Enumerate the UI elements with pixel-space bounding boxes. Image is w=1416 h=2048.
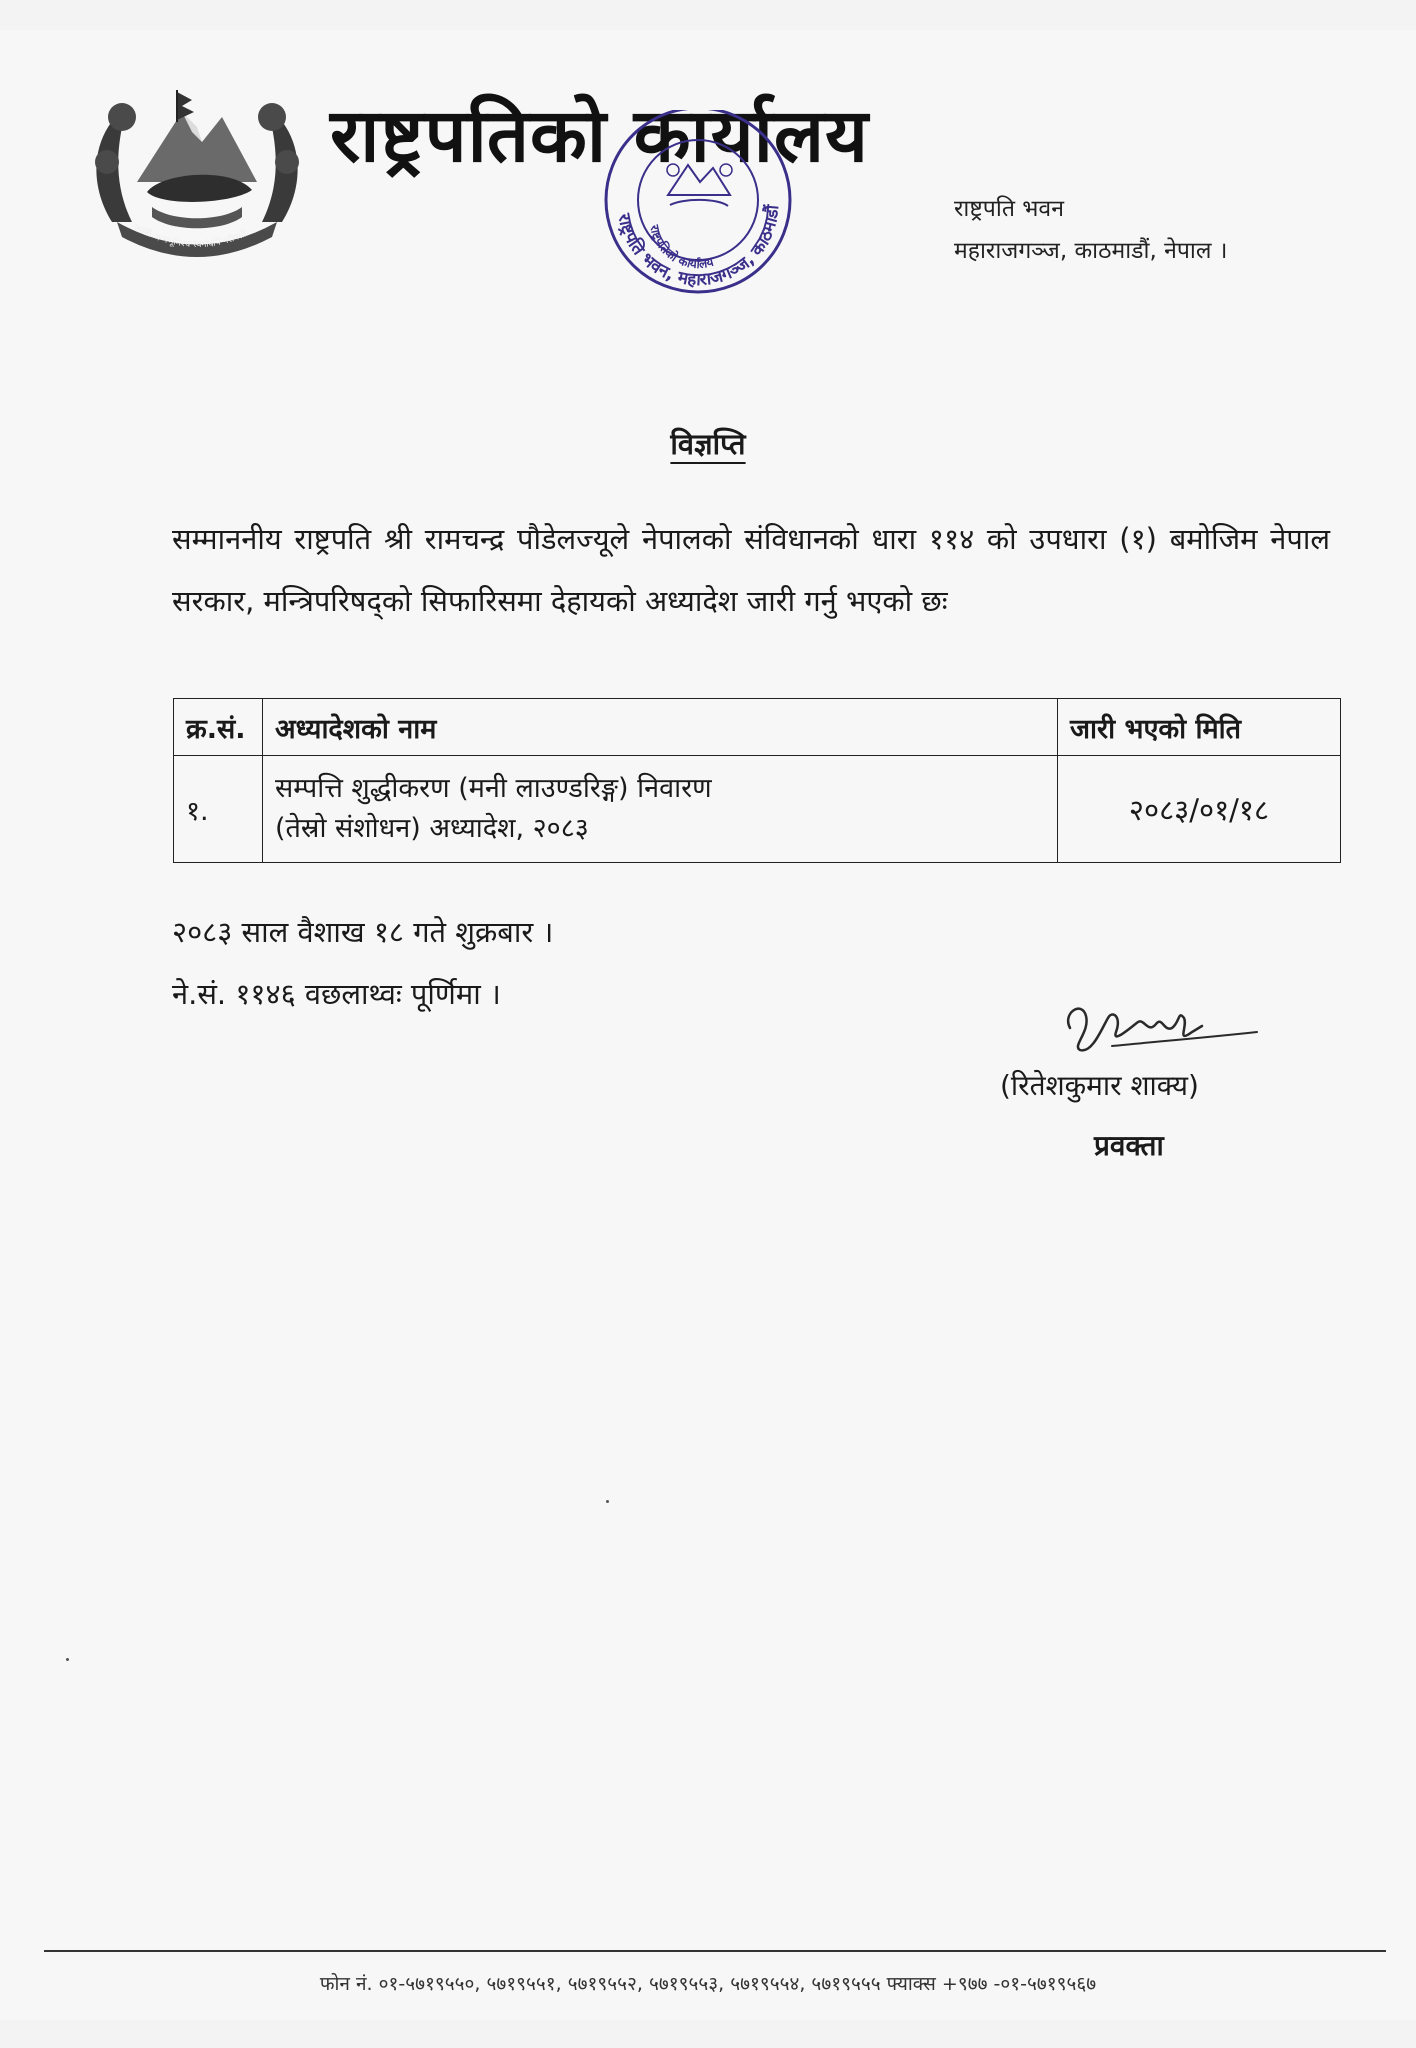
row-issue-date: २०८३/०१/१८	[1058, 756, 1341, 863]
scan-speck	[606, 1500, 609, 1503]
scan-speck	[66, 1658, 69, 1661]
table-header-row	[174, 699, 1341, 756]
footer-divider	[44, 1950, 1386, 1952]
address-line-2: महाराजगञ्ज, काठमाडौं, नेपाल ।	[954, 238, 1228, 264]
ordinance-name-line-1: सम्पत्ति शुद्धीकरण (मनी लाउण्डरिङ्ग) निवारण	[275, 773, 712, 804]
svg-text:जननी जन्मभूमिश्च स्वर्गादपि गर: जननी जन्मभूमिश्च स्वर्गादपि गरीयसी	[131, 222, 249, 251]
date-line-vikram-samvat: २०८३ साल वैशाख १८ गते शुक्रबार ।	[172, 915, 554, 949]
ordinance-table	[173, 698, 1341, 863]
header-ordinance-name: अध्यादेशको नाम	[263, 699, 1058, 756]
nepal-emblem-icon	[82, 72, 312, 262]
header-issue-date: जारी भएको मिति	[1058, 699, 1341, 756]
table-row	[174, 756, 1341, 863]
signatory-name: (रितेशकुमार शाक्य)	[1000, 1069, 1199, 1102]
row-serial-number: १.	[174, 756, 263, 863]
header-serial-number: क्र.सं.	[174, 699, 263, 756]
date-line-nepal-samvat: ने.सं. ११४६ वछलाथ्वः पूर्णिमा ।	[172, 977, 501, 1011]
notice-heading-text: विज्ञप्ति	[670, 427, 746, 461]
ordinance-name-line-2: (तेस्रो संशोधन) अध्यादेश, २०८३	[275, 813, 589, 844]
handwritten-signature-icon	[1052, 988, 1262, 1064]
notice-heading	[0, 424, 1416, 463]
row-ordinance-name	[263, 756, 1058, 863]
svg-text:राष्ट्रपति भवन, महाराजगञ्ज, का: राष्ट्रपति भवन, महाराजगञ्ज, काठमाडौं	[613, 204, 784, 291]
signatory-designation: प्रवक्ता	[1094, 1129, 1164, 1162]
office-stamp-icon	[588, 110, 806, 310]
footer-contact: फोन नं. ०१-५७१९५५०, ५७१९५५१, ५७१९५५२, ५७१९५५३, ५७१९५५४, ५७१९५५५ फ्याक्स +९७७ -०१-५७१९५६७	[319, 1973, 1097, 1995]
office-title: राष्ट्रपतिको कार्यालय	[330, 93, 869, 179]
svg-text:राष्ट्रपतिको कार्यालय: राष्ट्रपतिको कार्यालय	[647, 223, 716, 272]
notice-body: सम्माननीय राष्ट्रपति श्री रामचन्द्र पौडेलज्यूले नेपालको संविधानको धारा ११४ को उपधारा (१) बमोजिम नेपाल सरकार, मन्त्रिपरिषद्को सिफारिसमा देहायको अध्यादेश जारी गर्नु भएको छः	[172, 522, 1330, 618]
address-line-1: राष्ट्रपति भवन	[954, 196, 1064, 222]
